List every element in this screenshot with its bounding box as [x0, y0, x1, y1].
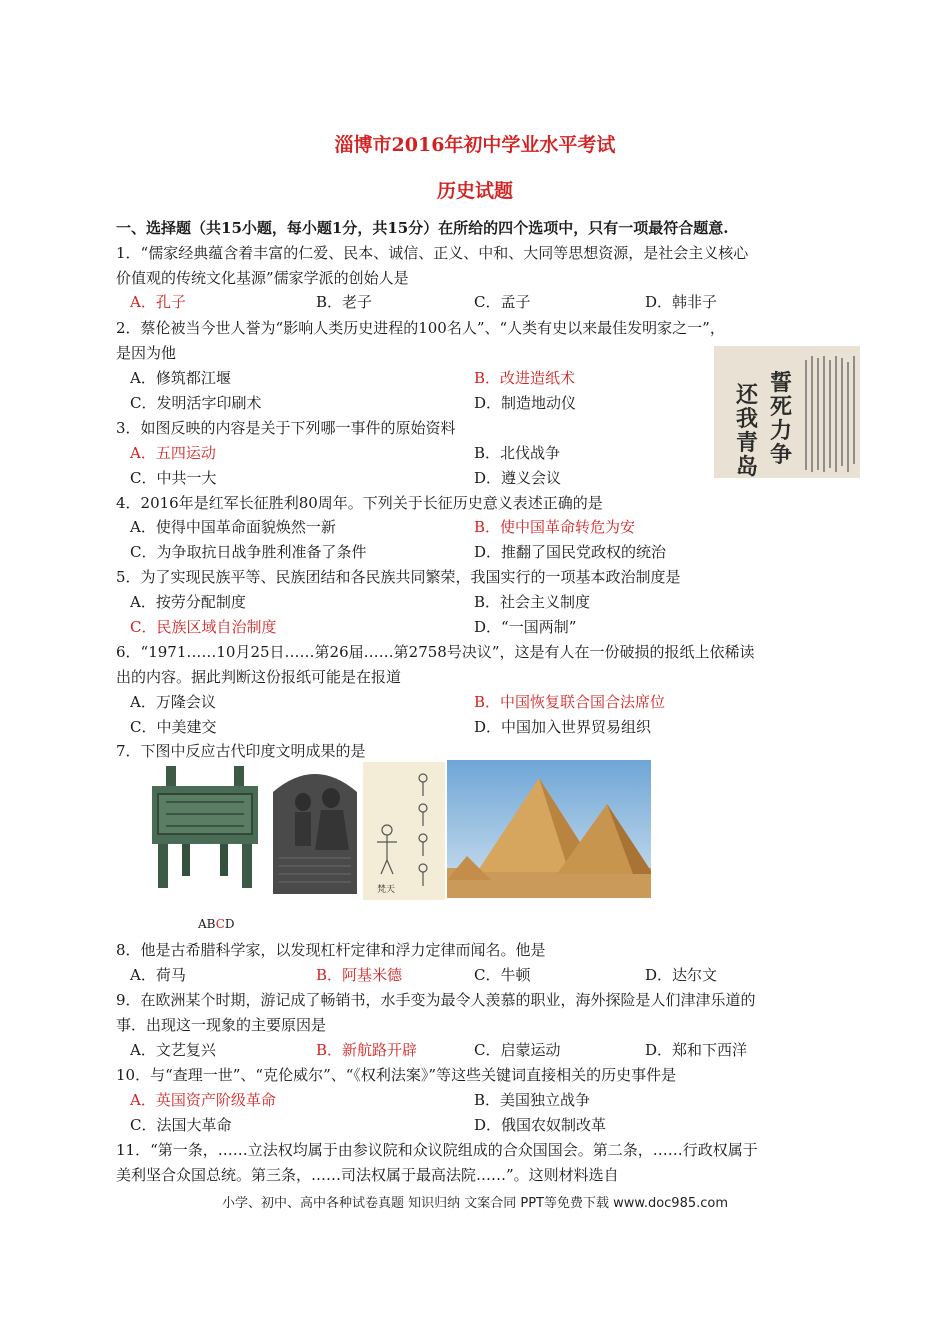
q10-option-c: C．法国大革命 [130, 1116, 232, 1134]
brahma-drawing-image [363, 762, 445, 900]
q3-option-a: A．五四运动 [130, 444, 216, 462]
q1-stem-line2: 价值观的传统文化基源”儒家学派的创始人是 [116, 269, 409, 287]
q2-option-c: C．发明活字印刷术 [130, 394, 262, 412]
q6-option-b: B．中国恢复联合国合法席位 [474, 693, 666, 711]
svg-text:誓: 誓 [770, 370, 793, 396]
q4-option-d: D．推翻了国民党政权的统治 [474, 543, 667, 561]
q1-option-d: D．韩非子 [645, 293, 718, 311]
q3-option-c: C．中共一大 [130, 469, 217, 487]
q6-option-c: C．中美建交 [130, 718, 217, 736]
q3-option-b: B．北伐战争 [474, 444, 561, 462]
svg-text:死: 死 [770, 394, 793, 420]
q5-option-c: C．民族区域自治制度 [130, 618, 277, 636]
q8-option-b: B．阿基米德 [316, 966, 403, 984]
q4-stem: 4．2016年是红军长征胜利80周年。下列关于长征历史意义表述正确的是 [116, 494, 603, 512]
q6-option-d: D．中国加入世界贸易组织 [474, 718, 652, 736]
q1-option-c: C．孟子 [474, 293, 531, 311]
q2-stem-line1: 2．蔡伦被当今世人誉为“影响人类历史进程的100名人”、“人类有史以来最佳发明家之一”， [116, 319, 725, 337]
brahma-caption: 梵天 [377, 885, 396, 895]
bronze-ding-image [146, 762, 264, 894]
q10-stem: 10．与“查理一世”、“克伦威尔”、“《权利法案》”等这些关键词直接相关的历史事件是 [116, 1066, 677, 1084]
q8-option-a: A．荷马 [130, 966, 186, 984]
q7-label-ab [198, 914, 235, 934]
q9-option-d: D．郑和下西洋 [645, 1041, 748, 1059]
page-title: 淄博市2016年初中学业水平考试 [334, 134, 616, 156]
q2-stem-line2: 是因为他 [116, 344, 177, 362]
q9-stem-line2: 事．出现这一现象的主要原因是 [116, 1016, 327, 1034]
q5-option-a: A．按劳分配制度 [130, 593, 246, 611]
hammurabi-stele-image [269, 762, 361, 894]
q4-option-c: C．为争取抗日战争胜利准备了条件 [130, 543, 367, 561]
svg-text:争: 争 [770, 442, 793, 468]
q5-option-b: B．社会主义制度 [474, 593, 591, 611]
q9-option-b: B．新航路开辟 [316, 1041, 418, 1059]
q10-option-d: D．俄国农奴制改革 [474, 1116, 607, 1134]
q9-option-c: C．启蒙运动 [474, 1041, 561, 1059]
q10-option-a: A．英国资产阶级革命 [130, 1091, 276, 1109]
q9-option-a: A．文艺复兴 [130, 1041, 216, 1059]
q5-stem: 5．为了实现民族平等、民族团结和各民族共同繁荣，我国实行的一项基本政治制度是 [116, 568, 681, 586]
newspaper-clipping-image [714, 346, 860, 478]
q4-option-b: B．使中国革命转危为安 [474, 518, 636, 536]
q7-labels-ab: AB [198, 917, 216, 931]
q1-stem-line1: 1．“儒家经典蕴含着丰富的仁爱、民本、诚信、正义、中和、大同等思想资源，是社会主义核心 [116, 244, 749, 262]
q8-option-d: D．达尔文 [645, 966, 718, 984]
svg-text:岛: 岛 [736, 454, 759, 478]
q7-label-c: C [215, 917, 225, 931]
section-heading: 一、选择题（共15小题，每小题1分，共15分）在所给的四个选项中，只有一项最符合题意. [116, 219, 729, 237]
q10-option-b: B．美国独立战争 [474, 1091, 591, 1109]
q6-stem-line2: 出的内容。据此判断这份报纸可能是在报道 [116, 668, 402, 686]
q3-option-d: D．遵义会议 [474, 469, 562, 487]
q7-label-d: D [224, 917, 235, 931]
q6-option-a: A．万隆会议 [130, 693, 216, 711]
q5-option-d: D．“一国两制” [474, 618, 577, 636]
pyramids-image [447, 760, 651, 898]
q2-option-b: B．改进造纸术 [474, 369, 576, 387]
q11-stem-line2: 美利坚合众国总统。第三条，……司法权属于最高法院……”。这则材料选自 [116, 1166, 619, 1184]
q8-stem: 8．他是古希腊科学家，以发现杠杆定律和浮力定律而闻名。他是 [116, 941, 546, 959]
q2-option-d: D．制造地动仪 [474, 394, 577, 412]
svg-text:青: 青 [736, 430, 759, 456]
page-subtitle: 历史试题 [436, 180, 513, 202]
q1-option-b: B．老子 [316, 293, 373, 311]
page-footer[interactable]: 小学、初中、高中各种试卷真题 知识归纳 文案合同 PPT等免费下载 www.doc985.com [221, 1196, 729, 1211]
svg-text:力: 力 [770, 418, 793, 444]
q11-stem-line1: 11．“第一条，……立法权均属于由参议院和众议院组成的合众国国会。第二条，……行政权属于 [116, 1141, 758, 1159]
q7-stem: 7．下图中反应古代印度文明成果的是 [116, 742, 366, 760]
q8-option-c: C．牛顿 [474, 966, 531, 984]
q9-stem-line1: 9．在欧洲某个时期，游记成了畅销书，水手变为最令人羡慕的职业，海外探险是人们津津乐道的 [116, 991, 756, 1009]
q3-stem: 3．如图反映的内容是关于下列哪一事件的原始资料 [116, 419, 456, 437]
svg-text:我: 我 [736, 406, 759, 432]
q1-option-a: A．孔子 [130, 293, 186, 311]
q4-option-a: A．使得中国革命面貌焕然一新 [130, 518, 336, 536]
svg-text:还: 还 [736, 382, 759, 408]
q6-stem-line1: 6．“1971……10月25日……第26届……第2758号决议”，这是有人在一份破损的报纸上依稀读 [116, 643, 755, 661]
q2-option-a: A．修筑都江堰 [130, 369, 231, 387]
